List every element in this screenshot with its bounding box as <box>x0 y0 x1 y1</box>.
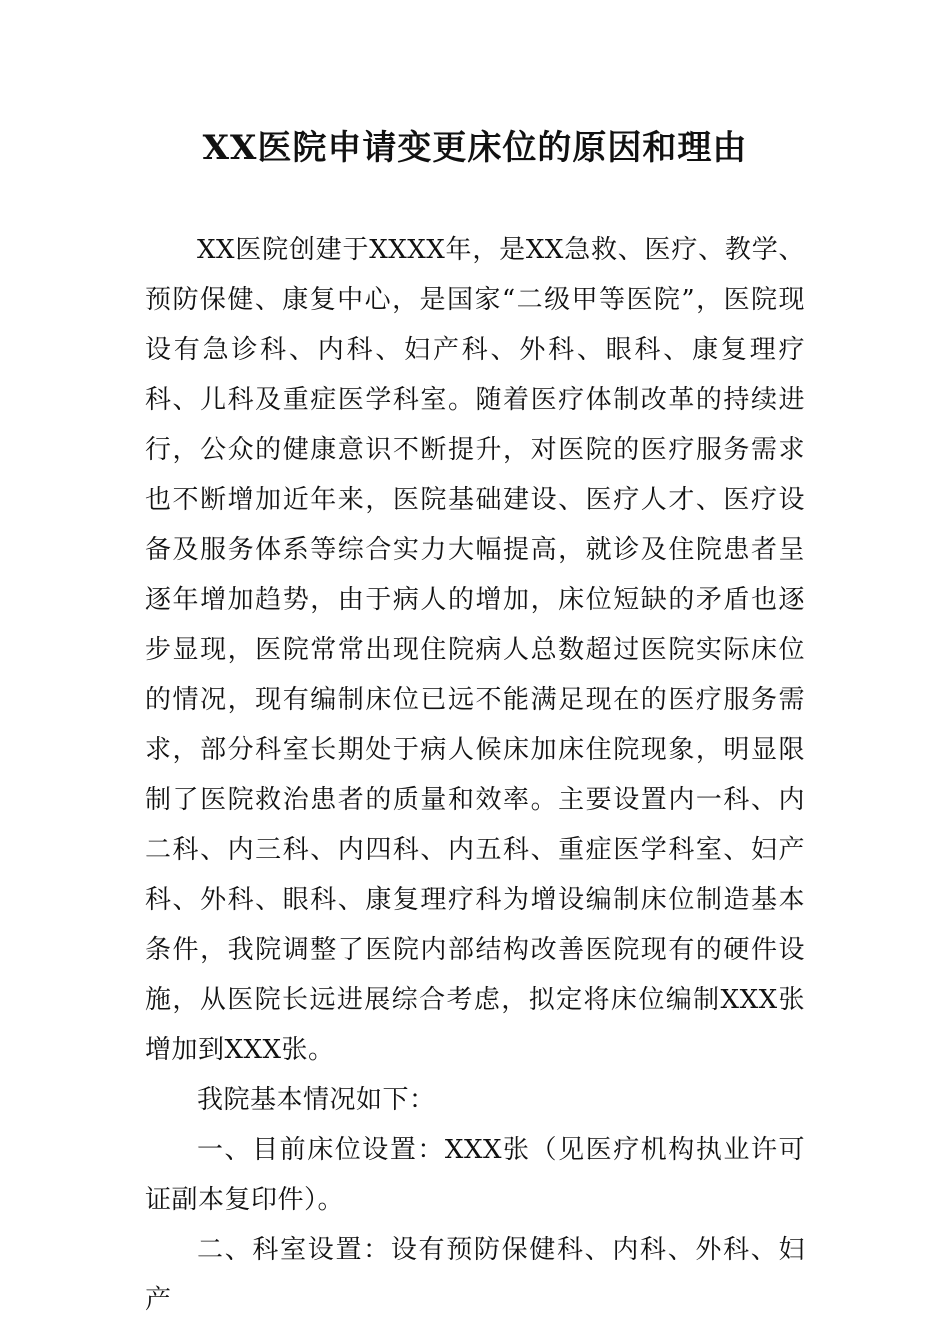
paragraph-basic-info-intro: 我院基本情况如下： <box>197 1085 436 1115</box>
paragraph-current-beds: 一、目前床位设置：XXX张（见医疗机构执业许可证副本复印件）。 <box>145 1135 805 1215</box>
document-body <box>145 225 805 1325</box>
document-title: XX医院申请变更床位的原因和理由 <box>202 128 748 168</box>
paragraph-department-setup: 二、科室设置：设有预防保健科、内科、外科、妇产 <box>145 1235 805 1315</box>
paragraph-hospital-overview: XX医院创建于XXXX年，是XX急救、医疗、教学、预防保健、康复中心，是国家“二级甲等医院”，医院现设有急诊科、内科、妇产科、外科、眼科、康复理疗科、儿科及重症医学科室。随着医疗体制改革的持续进行，公众的健康意识不断提升，对医院的医疗服务需求也不断增加近年来，医院基础建设、医疗人才、医疗设备及服务体系等综合实力大幅提高，就诊及住院患者呈逐年增加趋势，由于病人的增加，床位短缺的矛盾也逐步显现，医院常常出现住院病人总数超过医院实际床位的情况，现有编制床位已远不能满足现在的医疗服务需求，部分科室长期处于病人候床加床住院现象，明显限制了医院救治患者的质量和效率。主要设置内一科、内二科、内三科、内四科、内五科、重症医学科室、妇产科、外科、眼科、康复理疗科为增设编制床位制造基本条件，我院调整了医院内部结构改善医院现有的硬件设施，从医院长远进展综合考虑，拟定将床位编制XXX张增加到XXX张。 <box>145 235 805 1065</box>
